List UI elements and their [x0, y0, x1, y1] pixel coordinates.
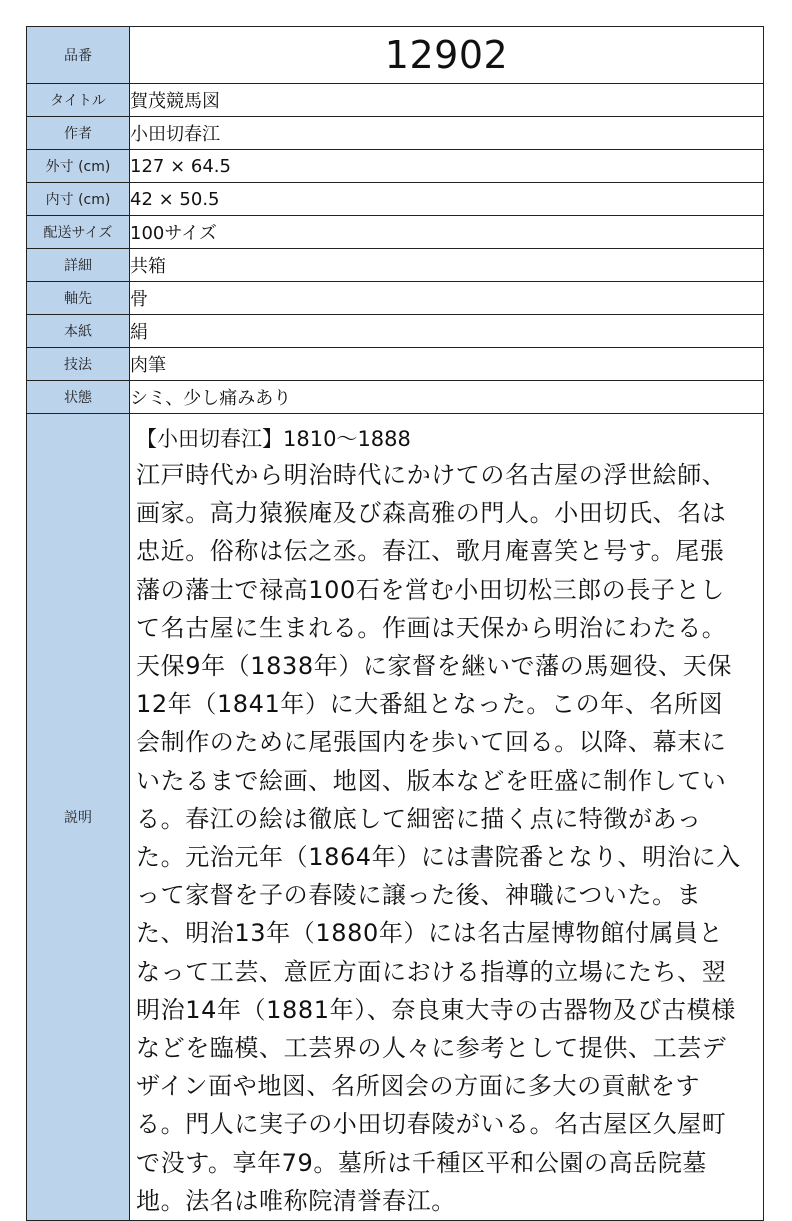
roller-ends-label: 軸先	[27, 282, 130, 315]
item-number-value: 12902	[130, 27, 764, 84]
shipping-size-label: 配送サイズ	[27, 216, 130, 249]
row-roller-ends	[27, 282, 764, 315]
description-cell	[130, 414, 764, 1221]
artist-value: 小田切春江	[130, 117, 764, 150]
row-inner-size	[27, 183, 764, 216]
inner-size-label: 内寸 (cm)	[27, 183, 130, 216]
description-label: 説明	[27, 414, 130, 1221]
base-material-value: 絹	[130, 315, 764, 348]
outer-size-value: 127 × 64.5	[130, 150, 764, 183]
row-shipping-size	[27, 216, 764, 249]
details-label: 詳細	[27, 249, 130, 282]
description-body: 江戸時代から明治時代にかけての名古屋の浮世絵師、画家。高力猿猴庵及び森高雅の門人。小田切氏、名は忠近。俗称は伝之丞。春江、歌月庵喜笑と号す。尾張藩の藩士で禄高100石を営む小田切松三郎の長子として名古屋に生まれる。作画は天保から明治にわたる。天保9年（1838年）に家督を継いで藩の馬廻役、天保12年（1841年）に大番組となった。この年、名所図会制作のために尾張国内を歩いて回る。以降、幕末にいたるまで絵画、地図、版本などを旺盛に制作している。春江の絵は徹底して細密に描く点に特徴があった。元治元年（1864年）には書院番となり、明治に入って家督を子の春陵に譲った後、神職についた。また、明治13年（1880年）には名古屋博物館付属員となって工芸、意匠方面における指導的立場にたち、翌明治14年（1881年）、奈良東大寺の古器物及び古模様などを臨模、工芸界の人々に参考として提供、工芸デザイン面や地図、名所図会の方面に多大の貢献をする。門人に実子の小田切春陵がいる。名古屋区久屋町で没す。享年79。墓所は千種区平和公園の高岳院墓地。法名は唯称院清誉春江。	[136, 461, 741, 1215]
item-number-label: 品番	[27, 27, 130, 84]
base-material-label: 本紙	[27, 315, 130, 348]
roller-ends-value: 骨	[130, 282, 764, 315]
details-value: 共箱	[130, 249, 764, 282]
row-details	[27, 249, 764, 282]
row-technique	[27, 348, 764, 381]
row-title	[27, 84, 764, 117]
shipping-size-value: 100サイズ	[130, 216, 764, 249]
row-artist	[27, 117, 764, 150]
inner-size-value: 42 × 50.5	[130, 183, 764, 216]
row-base-material	[27, 315, 764, 348]
condition-value: シミ、少し痛みあり	[130, 381, 764, 414]
row-outer-size	[27, 150, 764, 183]
technique-value: 肉筆	[130, 348, 764, 381]
row-description	[27, 414, 764, 1221]
technique-label: 技法	[27, 348, 130, 381]
title-label: タイトル	[27, 84, 130, 117]
product-spec-table	[26, 26, 764, 1221]
row-condition	[27, 381, 764, 414]
title-value: 賀茂競馬図	[130, 84, 764, 117]
row-item-number	[27, 27, 764, 84]
artist-label: 作者	[27, 117, 130, 150]
outer-size-label: 外寸 (cm)	[27, 150, 130, 183]
condition-label: 状態	[27, 381, 130, 414]
description-heading: 【小田切春江】1810～1888	[136, 427, 411, 451]
